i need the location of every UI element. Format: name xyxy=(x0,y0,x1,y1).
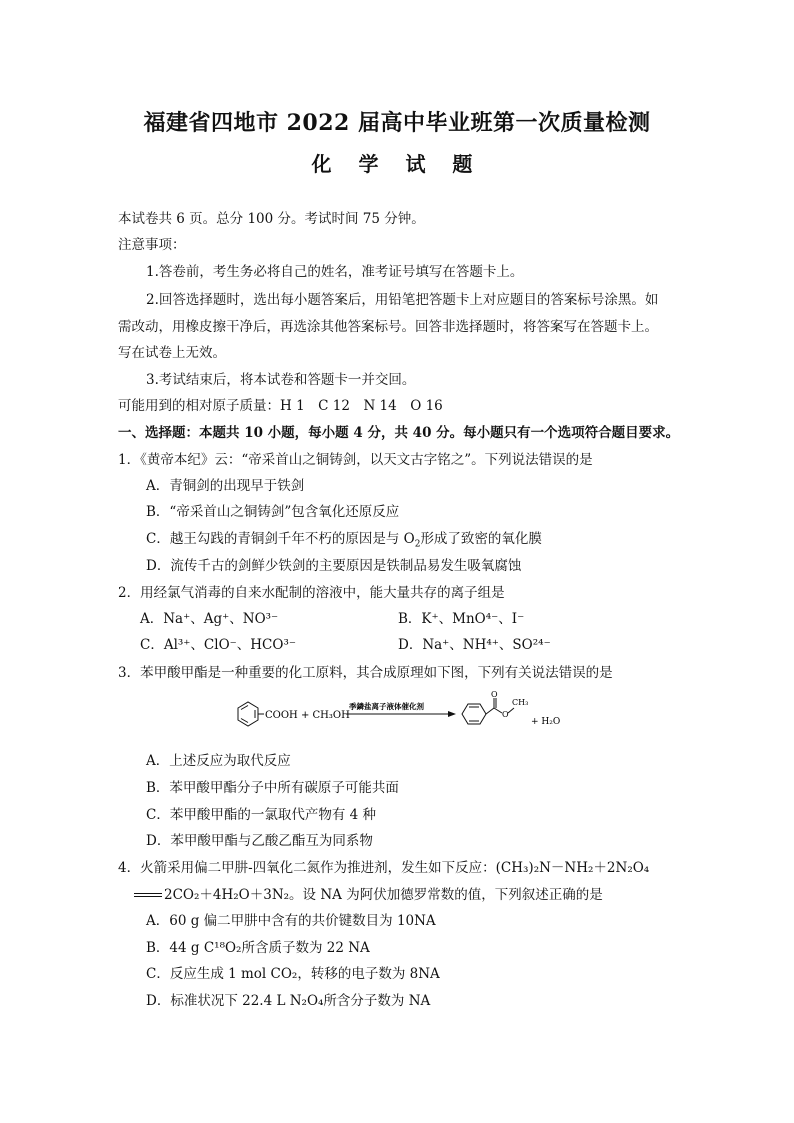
q2-option-a: A．Na⁺、Ag⁺、NO³⁻ xyxy=(140,611,279,627)
reaction-scheme xyxy=(222,690,582,742)
equals-sign-bottom xyxy=(134,896,162,897)
carbonyl-oxygen: O xyxy=(491,690,498,699)
q1-option-c-sub: 2 xyxy=(414,539,421,550)
q1-option-d: D．流传千古的剑鲜少铁剑的主要原因是铁制品易发生吸氧腐蚀 xyxy=(146,558,522,574)
q4-stem-line-2: 2CO₂＋4H₂O＋3N₂。设 NA 为阿伏加德罗常数的值，下列叙述正确的是 xyxy=(164,887,603,903)
q2-stem: 2．用经氯气消毒的自来水配制的溶液中，能大量共存的离子组是 xyxy=(118,585,505,601)
benzene-ring-reactant xyxy=(238,702,264,726)
q1-option-a: A．青铜剑的出现早于铁剑 xyxy=(146,478,305,494)
ester-oxygen: O xyxy=(502,710,509,719)
q4-option-c: C．反应生成 1 mol CO₂，转移的电子数为 8NA xyxy=(146,966,440,982)
q1-option-c-post: 形成了致密的氧化膜 xyxy=(420,531,542,547)
q3-option-c: C．苯甲酸甲酯的一氯取代产物有 4 种 xyxy=(146,807,377,823)
q2-option-b: B．K⁺、MnO⁴⁻、I⁻ xyxy=(398,611,525,627)
q1-option-b: B．“帝采首山之铜铸剑”包含氧化还原反应 xyxy=(146,504,400,520)
page-subtitle: 化 学 试 题 xyxy=(311,152,483,176)
q3-stem: 3．苯甲酸甲酯是一种重要的化工原料，其合成原理如下图，下列有关说法错误的是 xyxy=(118,665,613,681)
q4-stem-line-1: 4．火箭采用偏二甲肼-四氧化二氮作为推进剂，发生如下反应：(CH₃)₂N－NH₂＋2N₂O₄ xyxy=(118,860,650,876)
q3-option-a: A．上述反应为取代反应 xyxy=(146,753,291,769)
atomic-mass-line: 可能用到的相对原子质量：H 1 C 12 N 14 O 16 xyxy=(118,398,443,414)
q4-option-a: A．60 g 偏二甲肼中含有的共价键数目为 10NA xyxy=(146,913,436,929)
q4-option-d: D．标准状况下 22.4 L N₂O₄所含分子数为 NA xyxy=(146,993,431,1009)
catalyst-label: 季鏻盐离子液体催化剂 xyxy=(349,702,424,711)
q3-option-d: D．苯甲酸甲酯与乙酸乙酯互为同系物 xyxy=(146,833,373,849)
reactant-formula: COOH + CH₃OH xyxy=(265,710,350,721)
q1-option-c xyxy=(146,530,542,548)
note-2-line-3: 写在试卷上无效。 xyxy=(118,345,226,361)
q4-option-b: B．44 g C¹⁸O₂所含质子数为 22 NA xyxy=(146,940,370,956)
methyl-group: CH₃ xyxy=(512,698,529,707)
exam-info: 本试卷共 6 页。总分 100 分。考试时间 75 分钟。 xyxy=(118,211,425,227)
q1-stem: 1．《黄帝本纪》云：“帝采首山之铜铸剑，以天文古字铭之”。下列说法错误的是 xyxy=(118,452,593,468)
q3-option-b: B．苯甲酸甲酯分子中所有碳原子可能共面 xyxy=(146,780,399,796)
arrow-head-icon xyxy=(448,711,456,717)
section-heading: 一、选择题：本题共 10 小题，每小题 4 分，共 40 分。每小题只有一个选项符合题目要求。 xyxy=(118,425,680,441)
q1-option-c-pre: C．越王勾践的青铜剑千年不朽的原因是与 O xyxy=(146,531,415,547)
water-product: + H₂O xyxy=(531,717,561,727)
q2-option-d: D．Na⁺、NH⁴⁺、SO²⁴⁻ xyxy=(398,637,551,653)
page-title: 福建省四地市 2022 届高中毕业班第一次质量检测 xyxy=(143,110,651,136)
q2-option-c: C．Al³⁺、ClO⁻、HCO³⁻ xyxy=(140,637,296,653)
note-2-line-1: 2.回答选择题时，选出每小题答案后，用铅笔把答题卡上对应题目的答案标号涂黑。如 xyxy=(146,292,659,308)
note-3: 3.考试结束后，将本试卷和答题卡一并交回。 xyxy=(146,372,416,388)
equals-sign-top xyxy=(134,893,162,894)
note-1: 1.答卷前，考生务必将自己的姓名，准考证号填写在答题卡上。 xyxy=(146,264,524,280)
note-2-line-2: 需改动，用橡皮擦干净后，再选涂其他答案标号。回答非选择题时，将答案写在答题卡上。 xyxy=(118,319,658,335)
notes-label: 注意事项： xyxy=(118,237,186,253)
